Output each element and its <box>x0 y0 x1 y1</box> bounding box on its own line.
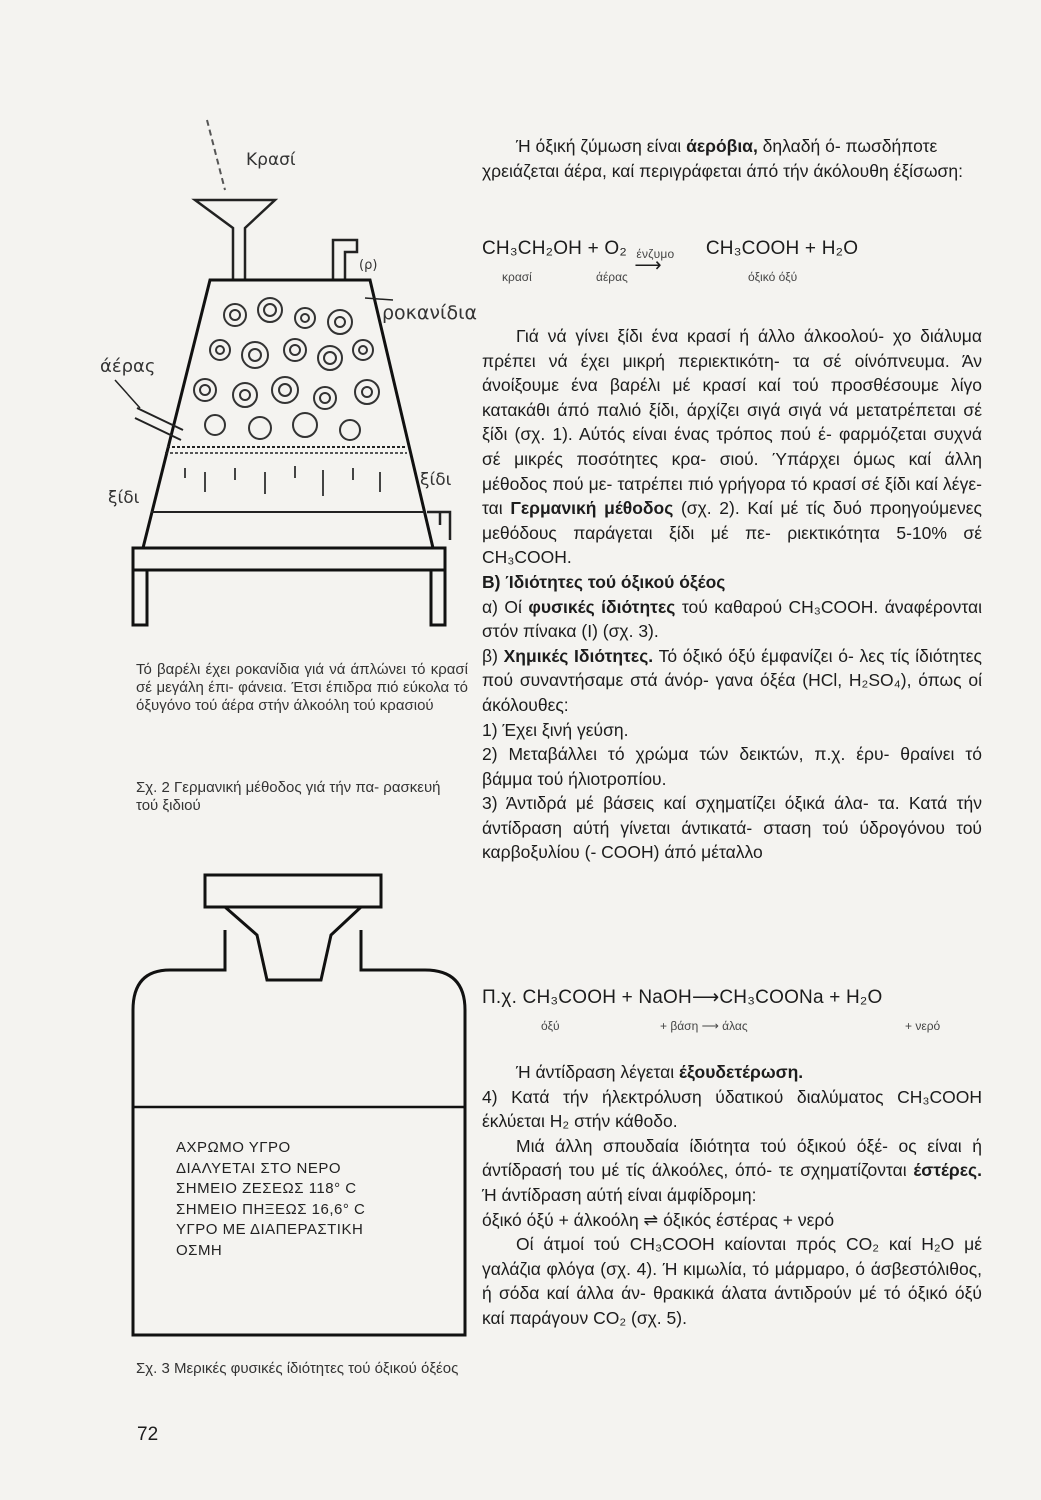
eq1-under-wine: κρασί <box>502 270 532 284</box>
reaction-arrow: ⟶ <box>634 255 662 276</box>
eq1-under-acid: όξικό όξύ <box>748 270 798 284</box>
enzyme-label: ένζυμο <box>636 247 675 261</box>
page-number: 72 <box>137 1424 159 1445</box>
text-p2: Γιά νά γίνει ξίδι ένα κρασί ή άλλο άλκοολού- χο διάλυμα πρέπει νά έχει μικρή περιεκτικότη- τα σέ οίνόπνευμα. Άν άνοίξουμε ένα βαρέλι μέ κρασί καί τού προσθέσουμε λίγο κατακάθι άπό παλιό ξίδι, άρχίζει σιγά σιγά νά μετατρέπεται σέ ξίδι (σχ. 1). Αύτός είναι ένας τρόπος πού έ- φαρμόζεται συχνά σέ μικρές ποσότητες κρα- σιού. Ύπάρχει όμως καί άλλη μέθοδος πού με- τατρέπει πιό γρήγορα τό κρασί σέ ξίδι καί λέγε- ται Γερμανική μέθοδος (σχ. 2). Καί μέ τίς δυό προηγούμενες μεθόδους παράγεται ξίδι μέ πε- ριεκτικότητα 5-10% σέ CH₃COOH. B) Ίδιότητες τού όξικού όξέος α) Οί φυσικές ίδιότητες τού καθαρού CH₃COOH. άναφέρονται στόν πίνακα (Ι) (σχ. 3). β) Χημικές Ιδιότητες. Τό όξικό όξύ έμφανίζει ό- λες τίς ίδιότητες πού συναντήσαμε στά άνόρ- γανα όξέα (HCl, H₂SO₄), όπως οί άκόλουθες: 1) Έχει ξινή γεύση. 2) Μεταβάλλει τό χρώμα τών δεικτών, π.χ. έρυ- θραίνει τό βάμμα τού ήλιοτροπίου. 3) Άντιδρά μέ βάσεις καί σχηματίζει όξικά άλα- τα. Κατά τήν άντίδραση αύτή γίνεται άντικατά- σταση τού ύδρογόνου τού καρβοξυλίου (- COOH) άπό μέταλλο <box>482 324 982 865</box>
german-method-figure <box>95 100 515 640</box>
eq1-under-air: άέρας <box>596 270 628 284</box>
equation-esterification: όξικό όξύ + άλκοόλη ⇌ όξικός έστέρας + νερό <box>482 1209 835 1230</box>
figure2-caption: Σχ. 2 Γερμανική μέθοδος γιά τήν πα- ρασκευή τού ξιδιού <box>136 779 441 814</box>
label-shavings: ροκανίδια <box>382 302 478 324</box>
text-p5: Οί άτμοί τού CH₃COOH καίονται πρός CO₂ καί H₂O μέ γαλάζια φλόγα (σχ. 4). Ή κιμωλία, τό μάρμαρο, ό άσβεστόλιθος, ή σόδα καί άλλα άν- θρακικά άλατα άντιδρούν μέ τό όξικό όξύ καί παράγουν CO₂ (σχ. 5). <box>482 1234 982 1328</box>
label-vinegar-left: ξίδι <box>108 488 140 508</box>
text-p1: Ή όξική ζύμωση είναι άερόβια, δηλαδή ό- πωσδήποτε χρειάζεται άέρα, καί περιγράφεται άπό τήν άκόλουθη έξίσωση: <box>482 136 963 181</box>
figure2-note: Τό βαρέλι έχει ροκανίδια γιά νά άπλώνει τό κρασί σέ μεγάλη έπι- φάνεια. Έτσι έπιδρα πιό εύκολα τό όξυγόνο τού άέρα στήν άλκοόλη τού κρασιού <box>136 661 468 714</box>
bottle-neck <box>225 907 361 980</box>
label-vinegar-right: ξίδι <box>420 470 452 490</box>
equation-neutralization: Π.χ. CH₃COOH + NaOH⟶CH₃COONa + H₂O <box>482 987 883 1008</box>
funnel <box>195 200 275 280</box>
property-3: 3) Άντιδρά μέ βάσεις καί σχηματίζει όξικά άλα- τα. Κατά τήν άντίδραση αύτή γίνεται άντικατά- σταση τού ύδρογόνου τού καρβοξυλίου (- COOH) άπό μέταλλο <box>482 793 982 863</box>
eq2-under-water: + νερό <box>905 1019 941 1033</box>
label-air: άέρας <box>100 356 156 377</box>
property-line: ΥΓΡΟ ΜΕ ΔΙΑΠΕΡΑΣΤΙΚΗ <box>176 1221 364 1238</box>
air-arrow <box>115 380 140 408</box>
label-mark: (ρ) <box>359 258 378 273</box>
property-1: 1) Έχει ξινή γεύση. <box>482 719 629 740</box>
property-4: 4) Κατά τήν ήλεκτρόλυση ύδατικού διαλύματος CH₃COOH έκλύεται H₂ στήν κάθοδο. <box>482 1086 982 1132</box>
property-line: ΣΗΜΕΙΟ ΖΕΣΕΩΣ 118° C <box>176 1180 357 1197</box>
eq2-under-base-salt: + βάση ⟶ άλας <box>660 1019 748 1033</box>
property-line: ΟΣΜΗ <box>176 1241 223 1259</box>
bottle-properties <box>176 1138 365 1261</box>
eq2-under-acid: όξύ <box>541 1019 560 1033</box>
wine-stream <box>207 120 225 190</box>
equation-fermentation: CH₃CH₂OH + O₂ ένζυμο ⟶ CH₃COOH + H₂O <box>482 237 982 262</box>
figure3-caption: Σχ. 3 Μερικές φυσικές ίδιότητες τού όξικού όξέος <box>136 1360 459 1377</box>
section-heading-b: B) Ίδιότητες τού όξικού όξέος <box>482 571 726 592</box>
acetic-acid-bottle-figure <box>125 870 475 1350</box>
property-line: ΔΙΑΛΥΕΤΑΙ ΣΤΟ ΝΕΡΟ <box>176 1159 342 1177</box>
stand <box>133 548 445 625</box>
label-wine: Κρασί <box>246 150 296 170</box>
property-2: 2) Μεταβάλλει τό χρώμα τών δεικτών, π.χ. έρυ- θραίνει τό βάμμα τού ήλιοτροπίου. <box>482 744 982 789</box>
text-p3: Ή άντίδραση λέγεται έξουδετέρωση. 4) Κατά τήν ήλεκτρόλυση ύδατικού διαλύματος CH₃COOH έκλύεται H₂ στήν κάθοδο. Μιά άλλη σπουδαία ίδιότητα τού όξικού όξέ- ος είναι ή άντίδρασή του μέ τίς άλκοόλες, όπό- τε σχηματίζονται έστέρες. Ή άντίδραση αύτή είναι άμφίδρομη: όξικό όξύ + άλκοόλη ⇌ όξικός έστέρας + νερό Οί άτμοί τού CH₃COOH καίονται πρός CO₂ καί H₂O μέ γαλάζια φλόγα (σχ. 4). Ή κιμωλία, τό μάρμαρο, ό άσβεστόλιθος, ή σόδα καί άλλα άν- θρακικά άλατα άντιδρούν μέ τό όξικό όξύ καί παράγουν CO₂ (σχ. 5). <box>482 1060 982 1331</box>
bottle-body <box>133 930 465 1335</box>
property-line: ΣΗΜΕΙΟ ΠΗΞΕΩΣ 16,6° C <box>176 1200 366 1218</box>
property-line: ΑΧΡΩΜΟ ΥΓΡΟ <box>176 1139 291 1156</box>
bottle-stopper <box>205 875 381 907</box>
